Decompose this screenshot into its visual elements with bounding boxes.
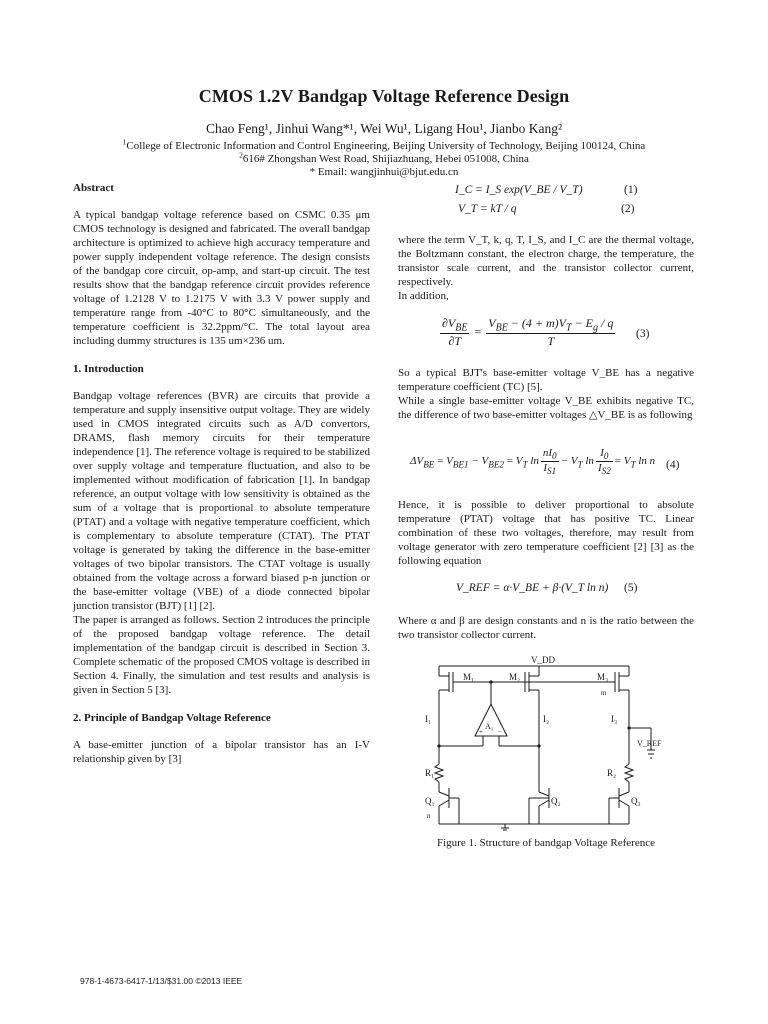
equation-1-number: (1) xyxy=(624,184,638,196)
equation-4-number: (4) xyxy=(666,459,680,471)
resistor-r2 xyxy=(625,764,633,782)
author-list: Chao Feng¹, Jinhui Wang*¹, Wei Wu¹, Ligang Hou¹, Jianbo Kang² xyxy=(205,121,563,136)
equation-1: I_C = I_S exp(V_BE / V_T) xyxy=(455,184,583,196)
equation-4: $\Delta V_{BE} = V_{BE1} - V_{BE2} = V_T$ ln $\frac{nI_0}{I_{S1}}$ − $V_T$ ln $\frac{I_0}{I_{S2}}$ = $V_T$ ln n xyxy=(410,447,656,477)
negative-tc-text: So a typical BJT's base-emitter voltage V_BE has a negative temperature coefficient (TC) [5]. xyxy=(398,367,694,393)
equation-2: V_T = kT / q xyxy=(458,203,517,215)
label-m3: M₃ xyxy=(597,672,609,682)
principle-heading: 2. Principle of Bandgap Voltage Reference xyxy=(73,712,271,724)
label-r2: R₂ xyxy=(607,768,617,778)
label-m1: M₁ xyxy=(463,672,475,682)
label-i1: I₁ xyxy=(425,714,432,724)
right-para-where2 xyxy=(398,614,694,642)
affiliation-1-text: College of Electronic Information and Control Engineering, Beijing University of Technology, Beijing 100124, China xyxy=(126,140,646,152)
principle-paragraph: A base-emitter junction of a bipolar transistor has an I-V relationship given by [3] xyxy=(73,739,370,765)
label-n: n xyxy=(427,812,431,820)
where-terms-text: where the term V_T, k, q, T, I_S, and I_C are the thermal voltage, the Boltzmann constant, the electron charge, the temperature, the transistor scale current, and the transistor collector current, respectively. xyxy=(398,234,694,288)
label-m2: M₂ xyxy=(509,672,521,682)
label-i2: I₂ xyxy=(543,714,550,724)
corresponding-email: * Email: wangjinhui@bjut.edu.cn xyxy=(309,166,459,178)
label-r1: R₁ xyxy=(425,768,435,778)
left-column xyxy=(73,181,370,766)
resistor-r1 xyxy=(435,764,443,782)
right-para-where xyxy=(398,233,694,303)
paper-title: CMOS 1.2V Bandgap Voltage Reference Design xyxy=(198,86,570,106)
ptat-text: Hence, it is possible to deliver proportional to absolute temperature (PTAT) voltage that has positive TC. Linear combination of these two voltages, therefore, may result from voltage generator with zero temperature coefficient [2] [3] as the following equation xyxy=(398,499,694,567)
label-q1: Q₁ xyxy=(425,796,435,806)
copyright-footer: 978-1-4673-6417-1/13/$31.00 ©2013 IEEE xyxy=(80,976,243,986)
delta-vbe-text: While a single base-emitter voltage V_BE exhibits negative TC, the difference of two base-emitter voltages △V_BE is as following xyxy=(398,395,694,421)
bandgap-schematic xyxy=(425,652,675,832)
label-q3: Q₃ xyxy=(631,796,641,806)
affiliation-2-text: 616# Zhongshan West Road, Shijiazhuang, Hebei 051008, China xyxy=(242,153,529,165)
equation-3-number: (3) xyxy=(636,328,650,340)
label-minus: − xyxy=(498,728,502,736)
label-i3: I₃ xyxy=(611,714,618,724)
label-plus: + xyxy=(479,728,483,736)
affiliation-1-mark: 1 xyxy=(122,137,127,147)
equation-3: $\frac{\partial V_{BE}}{\partial T}$ = $\frac{V_{BE} - (4 + m)V_T - E_g / q}{T}$ xyxy=(442,316,614,349)
label-q2: Q₂ xyxy=(551,796,561,806)
right-para-so xyxy=(398,366,694,422)
equation-5: V_REF = α·V_BE + β·(V_T ln n) xyxy=(456,582,609,594)
intro-paragraph-1: Bandgap voltage references (BVR) are circuits that provide a temperature and supply insensitive output voltage. They are widely used in CMOS integrated circuits such as A/D convertors, DRAMS, flash memory circuits for their temperature independence [1]. The reference voltage is required to be stabilized over supply voltage and temperature fluctuation, and also to be implemented without modification of fabrication [1]. In bandgap reference, an output voltage with low sensitivity is obtained as the sum of a voltage that is proportional to absolute temperature (PTAT) and a voltage with negative temperature coefficient, which is complementary to absolute temperature (CTAT). The PTAT voltage is generated by taking the difference in the base-emitter voltages of two bipolar transistors. The CTAT voltage is usually obtained from the voltage across a forward biased p-n junction or the base-emitter voltage (VBE) of a diode connected bipolar junction transistor (BJT) [1] [2]. xyxy=(73,390,370,612)
label-a1: A₁ xyxy=(485,722,494,731)
label-vref: V_REF xyxy=(637,739,662,748)
intro-paragraph-2: The paper is arranged as follows. Section 2 introduces the principle of the proposed bandgap voltage reference. The detail implementation of the bandgap circuit is described in Section 3. Complete schematic of the proposed CMOS voltage is described in Section 4. Finally, the simulation and test results and analysis is given in Section 5 [3]. xyxy=(73,614,370,696)
abstract-text: A typical bandgap voltage reference based on CSMC 0.35 μm CMOS technology is designed and fabricated. The overall bandgap architecture is optimized to achieve high accuracy temperature and power supply independent voltage reference. The design consists of the bandgap core circuit, op-amp, and start-up circuit. The test results show that the bandgap reference circuit provides reference voltage of 1.2128 V to 1.2175 V with 3.3 V power supply and temperature range from -40°C to 80°C simultaneously, and the temperature coefficient is 32.2ppm/°C. The total layout area including dummy structures is 135 um×236 um. xyxy=(73,209,370,347)
affiliation-1 xyxy=(0,137,768,152)
affiliation-2 xyxy=(0,150,768,165)
affiliation-2-mark: 2 xyxy=(239,150,243,160)
figure-1-caption: Figure 1. Structure of bandgap Voltage Reference xyxy=(437,837,655,849)
equation-5-number: (5) xyxy=(624,582,638,594)
in-addition-text: In addition, xyxy=(398,290,449,302)
abstract-heading: Abstract xyxy=(73,182,114,194)
intro-heading: 1. Introduction xyxy=(73,363,144,375)
label-m: m xyxy=(601,689,607,697)
right-para-hence xyxy=(398,498,694,568)
design-constants-text: Where α and β are design constants and n is the ratio between the two transistor collector current. xyxy=(398,615,694,641)
label-vdd: V_DD xyxy=(531,655,555,665)
equation-2-number: (2) xyxy=(621,203,635,215)
